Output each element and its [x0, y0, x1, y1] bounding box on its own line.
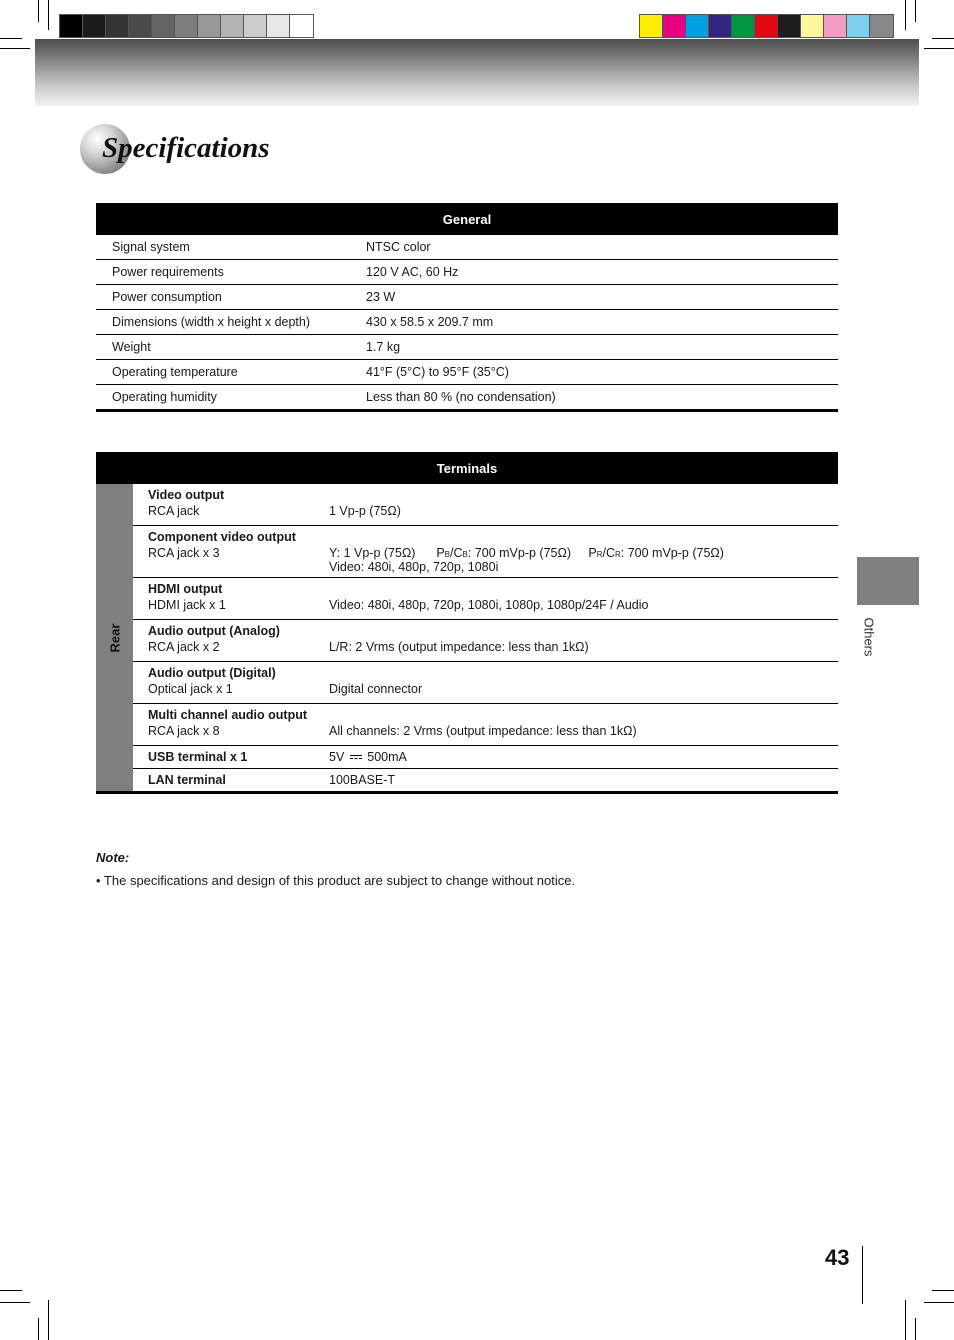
- usb-current: 500mA: [367, 750, 407, 764]
- color-swatch: [801, 15, 824, 37]
- crop-mark: [905, 0, 906, 30]
- table-row: [96, 598, 838, 620]
- color-swatch: [221, 15, 244, 37]
- table-row: [96, 504, 838, 526]
- terminals-spec-table: [96, 452, 838, 794]
- table-row: [96, 682, 838, 704]
- crop-mark: [0, 48, 30, 49]
- table-row: [96, 335, 838, 360]
- pb-subscript: B: [444, 550, 450, 559]
- spec-label: Weight: [96, 335, 366, 360]
- color-swatch: [267, 15, 290, 37]
- table-row: [96, 724, 838, 746]
- table-row: [96, 310, 838, 335]
- header-band: [35, 39, 919, 106]
- color-swatch: [663, 15, 686, 37]
- color-swatch: [824, 15, 847, 37]
- color-swatch: [640, 15, 663, 37]
- spec-value: 120 V AC, 60 Hz: [366, 260, 838, 285]
- video-output-label: RCA jack: [133, 504, 329, 526]
- pb-letter: P: [436, 546, 445, 560]
- color-swatch: [778, 15, 801, 37]
- crop-mark: [48, 1300, 49, 1340]
- spec-label: Operating temperature: [96, 360, 366, 385]
- spec-label: Power requirements: [96, 260, 366, 285]
- grayscale-color-bar: [59, 14, 314, 38]
- color-swatch: [847, 15, 870, 37]
- color-swatch: [755, 15, 778, 37]
- table-row: [96, 640, 838, 662]
- audio-analog-title: Audio output (Analog): [148, 624, 280, 638]
- crop-mark: [38, 0, 39, 22]
- spec-value: Less than 80 % (no condensation): [366, 385, 838, 411]
- table-row: [96, 769, 838, 793]
- section-tab: [857, 557, 919, 605]
- process-color-bar: [639, 14, 894, 38]
- table-row: [96, 360, 838, 385]
- table-row: [96, 285, 838, 310]
- table-row: [96, 235, 838, 260]
- color-swatch: [83, 15, 106, 37]
- general-header: General: [96, 203, 838, 235]
- lan-terminal-label: LAN terminal: [133, 769, 329, 793]
- color-swatch: [106, 15, 129, 37]
- cr-subscript: R: [614, 550, 621, 559]
- pb-cb-letter: /C: [450, 546, 463, 560]
- crop-mark: [915, 1318, 916, 1340]
- spec-label: Operating humidity: [96, 385, 366, 411]
- rear-label: Rear: [107, 623, 122, 652]
- table-row: [96, 260, 838, 285]
- pr-cr-letter: /C: [602, 546, 615, 560]
- spec-value: NTSC color: [366, 235, 838, 260]
- audio-digital-label: Optical jack x 1: [133, 682, 329, 704]
- usb-voltage: 5V: [329, 750, 345, 764]
- pr-letter: P: [588, 546, 597, 560]
- color-swatch: [152, 15, 175, 37]
- audio-digital-value: Digital connector: [329, 682, 838, 704]
- audio-analog-value: L/R: 2 Vrms (output impedance: less than 1kΩ): [329, 640, 838, 662]
- component-output-label: RCA jack x 3: [133, 546, 329, 578]
- page-title: Specifications: [102, 132, 270, 164]
- color-swatch: [175, 15, 198, 37]
- video-output-title: Video output: [148, 488, 225, 502]
- rear-side-label-cell: [96, 484, 133, 793]
- crop-mark: [924, 1302, 954, 1303]
- section-tab-label: Others: [861, 617, 877, 657]
- crop-mark: [924, 48, 954, 49]
- audio-analog-label: RCA jack x 2: [133, 640, 329, 662]
- terminals-header: Terminals: [96, 452, 838, 484]
- table-row: [96, 546, 838, 578]
- spec-label: Dimensions (width x height x depth): [96, 310, 366, 335]
- crop-mark: [38, 1318, 39, 1340]
- note-text: • The specifications and design of this product are subject to change without notice.: [96, 873, 576, 888]
- crop-mark: [915, 0, 916, 22]
- crop-mark: [932, 1290, 954, 1291]
- spec-value: 23 W: [366, 285, 838, 310]
- crop-mark: [48, 0, 49, 30]
- color-swatch: [686, 15, 709, 37]
- hdmi-output-label: HDMI jack x 1: [133, 598, 329, 620]
- color-swatch: [709, 15, 732, 37]
- note-title: Note:: [96, 850, 130, 865]
- spec-value: 1.7 kg: [366, 335, 838, 360]
- lan-terminal-value: 100BASE-T: [329, 769, 838, 793]
- usb-terminal-label: USB terminal x 1: [133, 746, 329, 769]
- color-swatch: [244, 15, 267, 37]
- color-swatch: [290, 15, 313, 37]
- crop-mark: [905, 1300, 906, 1340]
- crop-mark: [0, 38, 22, 39]
- table-row: [96, 385, 838, 411]
- multichannel-label: RCA jack x 8: [133, 724, 329, 746]
- usb-terminal-value: [329, 746, 838, 769]
- component-pb-value: : 700 mVp-p (75Ω): [467, 546, 571, 560]
- spec-value: 41°F (5°C) to 95°F (35°C): [366, 360, 838, 385]
- crop-mark: [932, 38, 954, 39]
- audio-digital-title: Audio output (Digital): [148, 666, 276, 680]
- hdmi-output-value: Video: 480i, 480p, 720p, 1080i, 1080p, 1080p/24F / Audio: [329, 598, 838, 620]
- color-swatch: [870, 15, 893, 37]
- color-swatch: [732, 15, 755, 37]
- hdmi-output-title: HDMI output: [148, 582, 223, 596]
- general-spec-table: [96, 203, 838, 412]
- color-swatch: [60, 15, 83, 37]
- page-number-rule: [862, 1246, 863, 1304]
- component-video-value: Video: 480i, 480p, 720p, 1080i: [329, 560, 499, 574]
- crop-mark: [0, 1302, 30, 1303]
- multichannel-title: Multi channel audio output: [148, 708, 308, 722]
- video-output-value: 1 Vp-p (75Ω): [329, 504, 838, 526]
- dc-symbol-icon: [350, 755, 362, 761]
- component-pr-value: : 700 mVp-p (75Ω): [620, 546, 724, 560]
- crop-mark: [0, 1290, 22, 1291]
- spec-value: 430 x 58.5 x 209.7 mm: [366, 310, 838, 335]
- page-number: 43: [825, 1245, 850, 1270]
- cb-subscript: B: [462, 550, 468, 559]
- table-row: [96, 746, 838, 769]
- color-swatch: [129, 15, 152, 37]
- spec-label: Signal system: [96, 235, 366, 260]
- color-swatch: [198, 15, 221, 37]
- component-y-value: Y: 1 Vp-p (75Ω): [329, 546, 416, 560]
- component-output-value: [329, 546, 838, 578]
- component-output-title: Component video output: [148, 530, 296, 544]
- spec-label: Power consumption: [96, 285, 366, 310]
- multichannel-value: All channels: 2 Vrms (output impedance: less than 1kΩ): [329, 724, 838, 746]
- pr-subscript: R: [596, 550, 603, 559]
